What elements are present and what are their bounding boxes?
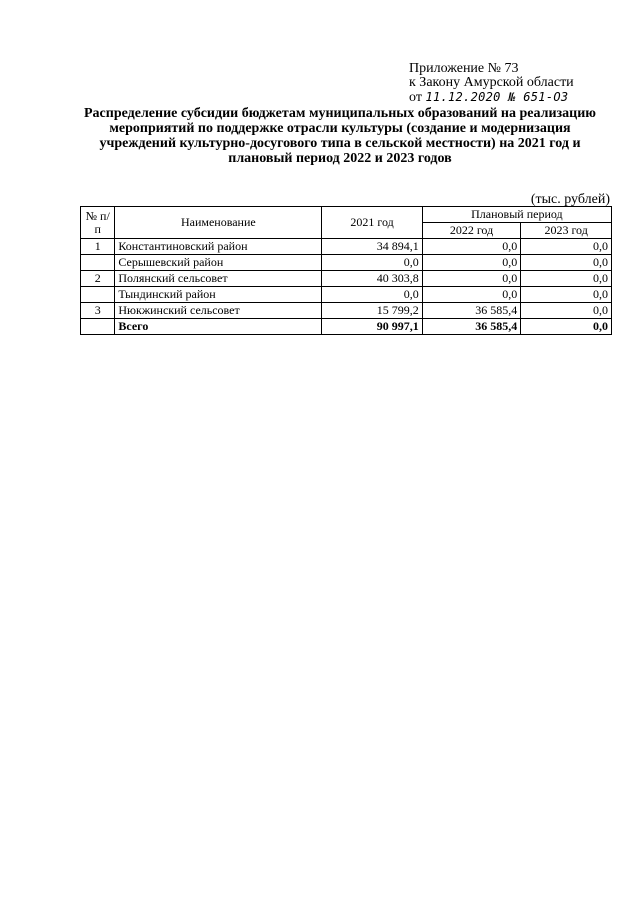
annex-date-handwritten: 11.12.2020 № 651-ОЗ xyxy=(425,90,569,104)
row-name: Нюкжинский сельсовет xyxy=(115,303,322,319)
row-2021: 34 894,1 xyxy=(322,239,422,255)
row-2023: 0,0 xyxy=(521,239,612,255)
annex-law: к Закону Амурской области xyxy=(409,75,574,90)
total-num xyxy=(81,319,115,335)
header-num: № п/п xyxy=(81,207,115,239)
header-plan-period: Плановый период xyxy=(422,207,611,223)
row-name: Тындинский район xyxy=(115,287,322,303)
row-2021: 15 799,2 xyxy=(322,303,422,319)
row-num xyxy=(81,287,115,303)
row-2021: 0,0 xyxy=(322,287,422,303)
annex-date-prefix: от xyxy=(409,90,422,105)
row-name: Серышевский район xyxy=(115,255,322,271)
annex-number: Приложение № 73 xyxy=(409,61,519,76)
table-header-row xyxy=(81,207,612,223)
total-label: Всего xyxy=(115,319,322,335)
row-2022: 0,0 xyxy=(422,271,521,287)
row-2021: 40 303,8 xyxy=(322,271,422,287)
row-num xyxy=(81,255,115,271)
row-2023: 0,0 xyxy=(521,255,612,271)
total-2021: 90 997,1 xyxy=(322,319,422,335)
table-total-row xyxy=(81,319,612,335)
table-row xyxy=(81,303,612,319)
document-title: Распределение субсидии бюджетам муниципальных образований на реализацию мероприятий по поддержке отрасли культуры (создание и модернизация учреждений культурно-досугового типа в сельской местности) на 2021 год и плановый период 2022 и 2023 годов xyxy=(84,106,596,166)
row-2022: 0,0 xyxy=(422,287,521,303)
row-num: 2 xyxy=(81,271,115,287)
row-2022: 0,0 xyxy=(422,255,521,271)
row-num: 3 xyxy=(81,303,115,319)
table-row xyxy=(81,239,612,255)
units-label: (тыс. рублей) xyxy=(530,192,610,207)
row-2022: 0,0 xyxy=(422,239,521,255)
header-2022: 2022 год xyxy=(422,223,521,239)
row-2023: 0,0 xyxy=(521,271,612,287)
row-name: Полянский сельсовет xyxy=(115,271,322,287)
annex-date xyxy=(409,90,629,105)
row-2023: 0,0 xyxy=(521,303,612,319)
header-name: Наименование xyxy=(115,207,322,239)
total-2023: 0,0 xyxy=(521,319,612,335)
header-2023: 2023 год xyxy=(521,223,612,239)
subsidy-table xyxy=(80,206,612,335)
table-row xyxy=(81,255,612,271)
table-row xyxy=(81,271,612,287)
row-2023: 0,0 xyxy=(521,287,612,303)
header-2021: 2021 год xyxy=(322,207,422,239)
annex-block xyxy=(409,62,629,105)
total-2022: 36 585,4 xyxy=(422,319,521,335)
row-name: Константиновский район xyxy=(115,239,322,255)
row-2022: 36 585,4 xyxy=(422,303,521,319)
table-row xyxy=(81,287,612,303)
row-2021: 0,0 xyxy=(322,255,422,271)
row-num: 1 xyxy=(81,239,115,255)
